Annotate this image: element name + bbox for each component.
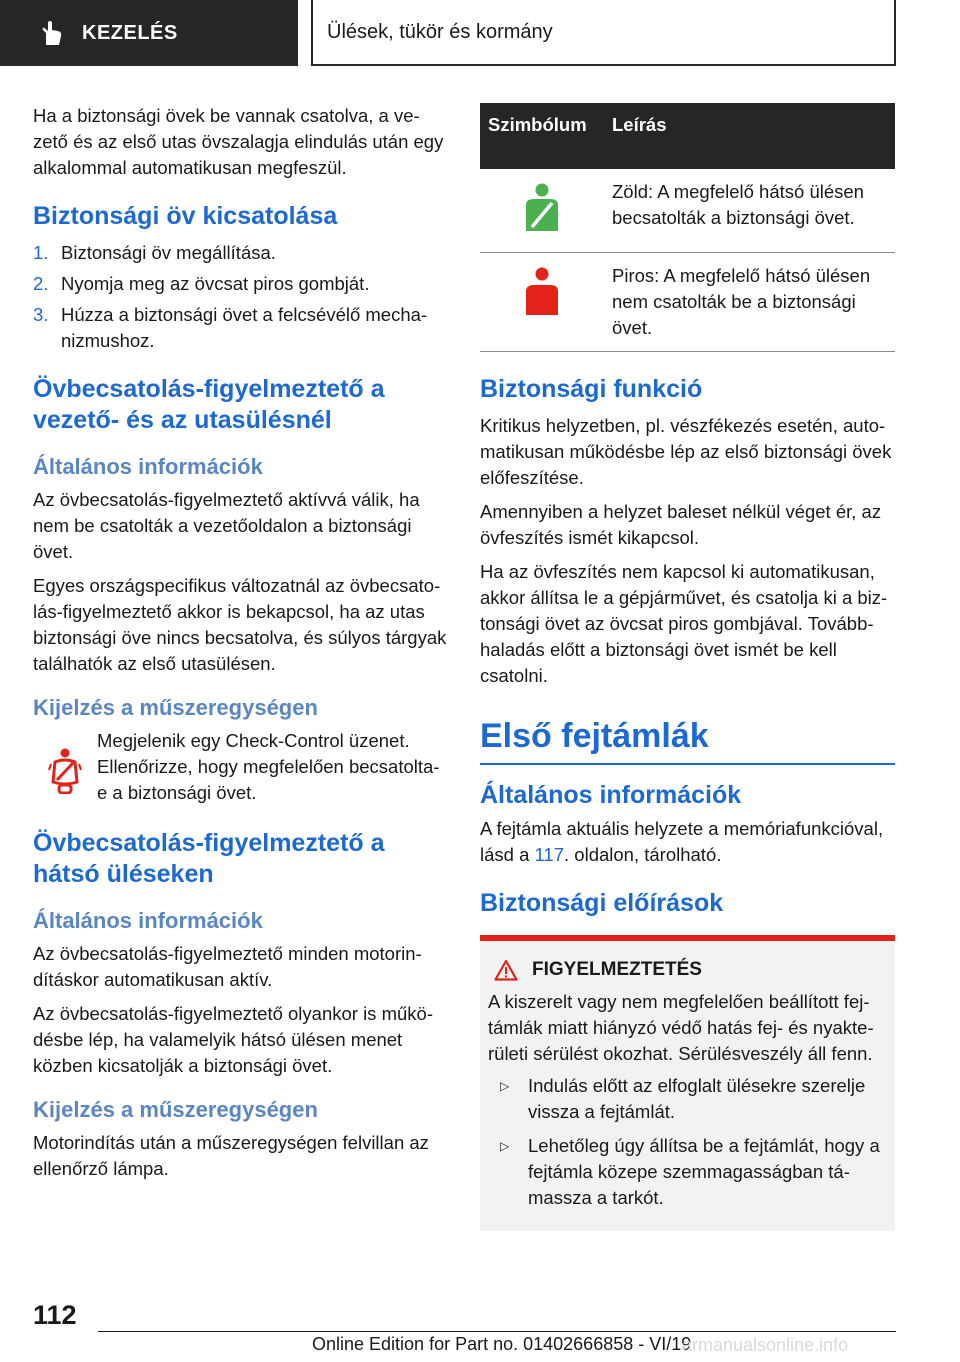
footer-edition: Online Edition for Part no. 01402666858 - VI/19: [312, 1334, 692, 1354]
safety-paragraph-1: Kritikus helyzetben, pl. vészfékezés esetén, automatikusan működésbe lép az első biztonsági övek előfeszítése.: [480, 415, 892, 488]
triangle-bullet-icon: ▷: [500, 1079, 510, 1093]
warning-action-text: Indulás előtt az elfoglalt ülésekre szerelje vissza a fejtámlát.: [528, 1075, 866, 1122]
rear-general-paragraph-2: Az övbecsatolás-figyelmeztető olyankor is működésbe lép, ha valamelyik hátsó ülésen menet közben kicsatolják a biztonsági övet.: [33, 1003, 433, 1076]
subsection-title-front-display: Kijelzés a műszeregységen: [33, 695, 318, 720]
warning-action-list: [488, 1073, 887, 1211]
warning-header: [488, 959, 887, 981]
headrest-general-text: A fejtámla aktuális helyzete a memóriafunkcióval, lásd a: [480, 818, 884, 865]
rear-general-paragraph-1: Az övbecsatolás-figyelmeztető minden motorindításkor automatikusan aktív.: [33, 943, 422, 990]
header-chapter-title: Ülések, tükör és kormány: [311, 0, 896, 66]
warning-box: [480, 935, 895, 1231]
section-title-safety-function: Biztonsági funkció: [480, 375, 703, 403]
description-cell: Zöld: A megfelelő hátsó ülésen becsatolták a biztonsági övet.: [604, 169, 895, 253]
step-text: Nyomja meg az övcsat piros gombját.: [61, 273, 370, 294]
safety-paragraph-3: Ha az övfeszítés nem kapcsol ki automatikusan, akkor állítsa le a gépjárművet, és csatolja ki a biztonsági övet az övcsat piros gombjával. Továbbhaladás előtt a biztonsági övet ismét be kell csatolni.: [480, 561, 888, 686]
step-text: Húzza a biztonsági övet a felcsévélő mechanizmushoz.: [61, 304, 428, 351]
list-item: [488, 1133, 887, 1211]
step-number: 2.: [33, 273, 49, 294]
warning-text: A kiszerelt vagy nem megfelelően beállított fejtámlák miatt hiányzó védő hatás fej- és nyakterületi sérülést okozhat. Sérülésveszély áll fenn.: [488, 991, 874, 1064]
subsection-title-front-general: Általános információk: [33, 454, 263, 479]
red-seat-icon: [522, 267, 562, 319]
symbol-cell: [480, 253, 604, 352]
symbol-table: [480, 103, 895, 352]
table-row: [480, 253, 895, 352]
front-display-text: Megjelenik egy Check-Control üzenet. Ellenőrizze, hogy megfelelően becsatolta-e a biztonsági övet.: [97, 730, 440, 803]
header-section-label: KEZELÉS: [82, 21, 178, 44]
warning-title: FIGYELMEZTETÉS: [532, 959, 702, 980]
unbuckle-steps-list: [33, 240, 448, 354]
seatbelt-warning-icon: [48, 748, 82, 794]
warning-triangle-icon: [494, 959, 518, 981]
right-column: [480, 100, 895, 1231]
section-title-safety-rules: Biztonsági előírások: [480, 889, 724, 917]
left-column: [33, 100, 448, 1190]
page-number: 112: [33, 1300, 77, 1330]
intro-paragraph: Ha a biztonsági övek be vannak csatolva, a vezető és az első utas övszalagja elindulás után egy alkalommal automatikusan megfeszül.: [33, 105, 444, 178]
page-reference-link[interactable]: 117: [534, 844, 565, 865]
footer-divider: [98, 1331, 896, 1332]
safety-paragraph-2: Amennyiben a helyzet baleset nélkül véget ér, az övfeszítés ismét kikapcsol.: [480, 501, 882, 548]
description-cell: Piros: A megfelelő hátsó ülésen nem csatolták be a biztonsági övet.: [604, 253, 895, 352]
subsection-title-rear-general: Általános információk: [33, 908, 263, 933]
section-title-front-reminder: Övbecsatolás-figyelmeztető a vezető- és az utasülésnél: [33, 375, 385, 434]
front-display-row: [33, 728, 448, 806]
warning-action-text: Lehetőleg úgy állítsa be a fejtámlát, hogy a fejtámla közepe szemmagasságban támassza a tarkót.: [528, 1135, 880, 1208]
header-section-tab: [0, 0, 298, 66]
subsection-title-headrest-general: Általános információk: [480, 781, 742, 809]
headrest-general-paragraph: [480, 816, 895, 868]
step-text: Biztonsági öv megállítása.: [61, 242, 276, 263]
triangle-bullet-icon: ▷: [500, 1139, 510, 1153]
green-seatbelt-icon: [522, 183, 562, 235]
section-title-unbuckle: Biztonsági öv kicsatolása: [33, 202, 338, 230]
table-header-row: [480, 103, 895, 169]
front-general-paragraph-2: Egyes országspecifikus változatnál az övbecsatolás-figyelmeztető akkor is bekapcsol, ha az utas biztonsági öve nincs becsatolva, és súlyos tárgyak találhatók az első utasülésen.: [33, 575, 447, 674]
watermark-logo: armanualsonline.info: [682, 1335, 849, 1355]
step-number: 3.: [33, 304, 49, 325]
chapter-title-headrests: Első fejtámlák: [480, 715, 895, 765]
column-header-description: Leírás: [604, 103, 895, 169]
table-row: [480, 169, 895, 253]
subsection-title-rear-display: Kijelzés a műszeregységen: [33, 1097, 318, 1122]
list-item: [488, 1073, 887, 1125]
column-header-symbol: Szimbólum: [480, 103, 604, 169]
headrest-general-text-end: . oldalon, tárolható.: [564, 844, 722, 865]
step-number: 1.: [33, 242, 49, 263]
list-item: [33, 271, 448, 297]
hand-icon: [38, 19, 66, 47]
list-item: [33, 240, 448, 266]
list-item: [33, 302, 448, 354]
symbol-cell: [480, 169, 604, 253]
rear-display-text: Motorindítás után a műszeregységen felvillan az ellenőrző lámpa.: [33, 1132, 429, 1179]
section-title-rear-reminder: Övbecsatolás-figyelmeztető a hátsó üléseken: [33, 829, 385, 888]
front-general-paragraph-1: Az övbecsatolás-figyelmeztető aktívvá válik, ha nem be csatolták a vezetőoldalon a biztonsági övet.: [33, 489, 420, 562]
